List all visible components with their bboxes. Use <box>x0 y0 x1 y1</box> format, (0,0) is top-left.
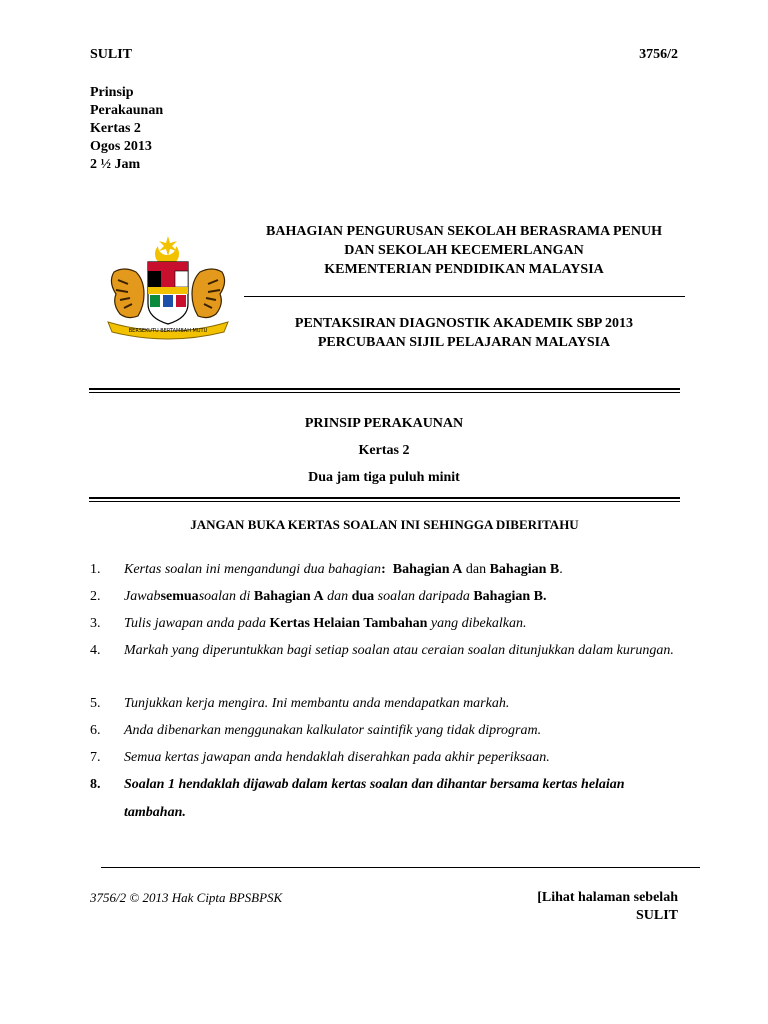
footer-right <box>537 889 678 925</box>
organization-block <box>244 222 684 279</box>
divider <box>89 501 680 502</box>
list-item: 8. Soalan 1 hendaklah dijawab dalam kertas soalan dan dihantar bersama kertas helaian tambahan. <box>90 777 625 820</box>
paper-block <box>244 410 524 491</box>
divider <box>89 392 680 393</box>
divider <box>89 388 680 390</box>
footer-sulit: SULIT <box>635 908 678 923</box>
subject-info-line: Perakaunan <box>90 103 164 118</box>
divider <box>101 867 700 868</box>
exam-line: PENTAKSIRAN DIAGNOSTIK AKADEMIK SBP 2013 <box>294 316 634 331</box>
exam-block <box>244 314 684 352</box>
list-item: 6. Anda dibenarkan menggunakan kalkulator saintifik yang tidak diprogram. <box>90 723 542 738</box>
list-item: 7. Semua kertas jawapan anda hendaklah diserahkan pada akhir peperiksaan. <box>90 750 550 765</box>
paper-duration: Dua jam tiga puluh minit <box>308 470 460 485</box>
list-item: 2. Jawabsemuasoalan di Bahagian A dan dua soalan daripada Bahagian B. <box>90 589 547 604</box>
list-item: 4. Markah yang diperuntukkan bagi setiap soalan atau ceraian soalan ditunjukkan dalam kurungan. <box>90 643 674 658</box>
footer-copyright: 3756/2 © 2013 Hak Cipta BPSBPSK <box>90 890 283 905</box>
divider <box>244 296 685 297</box>
list-item: 5. Tunjukkan kerja mengira. Ini membantu anda mendapatkan markah. <box>90 696 510 711</box>
exam-line: PERCUBAAN SIJIL PELAJARAN MALAYSIA <box>317 335 611 350</box>
crest-motto: BERSEKUTU BERTAMBAH MUTU <box>128 328 208 334</box>
subject-info-line: 2 ½ Jam <box>90 157 141 172</box>
organization-line: KEMENTERIAN PENDIDIKAN MALAYSIA <box>324 262 604 277</box>
subject-info <box>90 84 163 174</box>
divider <box>89 497 680 499</box>
footer-next-page: [Lihat halaman sebelah <box>537 890 678 905</box>
list-item: 3. Tulis jawapan anda pada Kertas Helaian Tambahan yang dibekalkan. <box>90 616 527 631</box>
header-sulit: SULIT <box>90 47 133 62</box>
list-item: 1. Kertas soalan ini mengandungi dua bahagian: Bahagian A dan Bahagian B. <box>90 562 563 577</box>
paper-number: Kertas 2 <box>358 443 410 458</box>
malaysia-coat-of-arms-icon <box>100 232 236 344</box>
paper-subject: PRINSIP PERAKAUNAN <box>304 416 464 431</box>
warning-text: JANGAN BUKA KERTAS SOALAN INI SEHINGGA DIBERITAHU <box>190 517 579 532</box>
subject-info-line: Prinsip <box>90 85 134 100</box>
organization-line: BAHAGIAN PENGURUSAN SEKOLAH BERASRAMA PENUH <box>266 224 662 239</box>
subject-info-line: Ogos 2013 <box>90 139 152 154</box>
instruction-list <box>90 557 690 827</box>
subject-info-line: Kertas 2 <box>90 121 141 136</box>
organization-line: DAN SEKOLAH KECEMERLANGAN <box>344 243 584 258</box>
header-paper-code: 3756/2 <box>639 47 678 62</box>
